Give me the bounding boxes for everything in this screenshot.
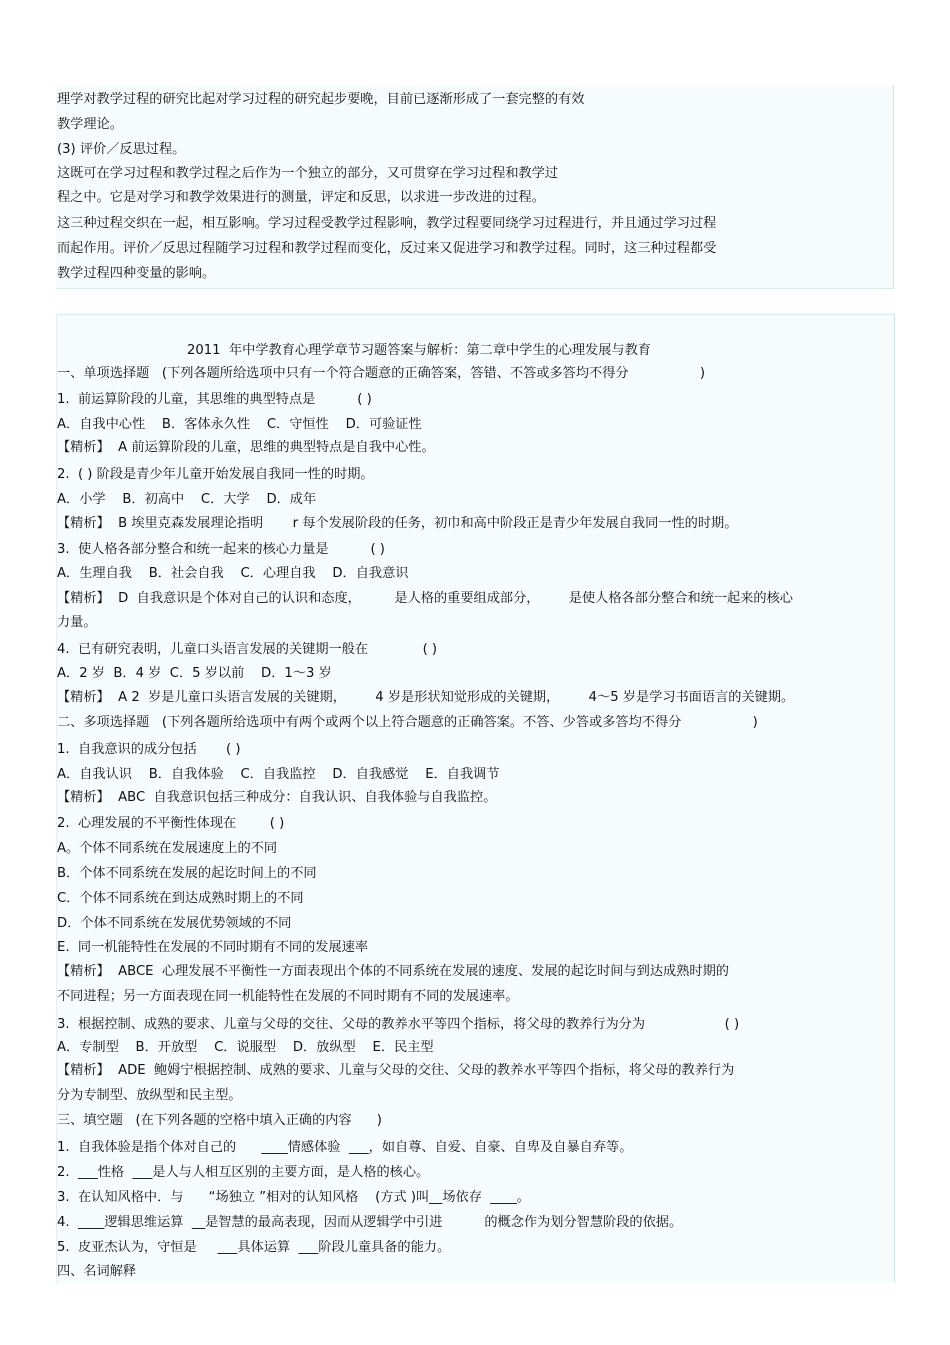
analysis-line: 【精析】 ABC 自我意识包括三种成分：自我认识、自我体验与自我监控。 <box>57 790 497 805</box>
options-line: A．自我中心性 B．客体永久性 C．守恒性 D．可验证性 <box>57 417 422 432</box>
fill-blank-line: 1. 自我体验是指个体对自己的 ____情感体验 ___，如自尊、自爱、自豪、自卑及自暴自弃等。 <box>57 1140 633 1155</box>
question-line: 1. 自我意识的成分包括 ( ) <box>57 742 241 757</box>
fill-blank-line: 5. 皮亚杰认为，守恒是 ___具体运算 ___阶段儿童具备的能力。 <box>57 1240 451 1255</box>
paragraph-line: 理学对教学过程的研究比起对学习过程的研究起步要晚，目前已逐渐形成了一套完整的有效 <box>57 92 585 107</box>
paragraph-line: 这既可在学习过程和教学过程之后作为一个独立的部分，又可贯穿在学习过程和教学过 <box>57 166 559 181</box>
analysis-line: 【精析】 D 自我意识是个体对自己的认识和态度， 是人格的重要组成部分， 是使人格各部分整合和统一起来的核心 <box>57 591 793 606</box>
section-heading: 四、名词解释 <box>57 1264 137 1279</box>
options-line: A．2 岁 B．4 岁 C．5 岁以前 D．1～3 岁 <box>57 666 332 681</box>
question-line: 3. 使人格各部分整合和统一起来的核心力量是 ( ) <box>57 542 385 557</box>
paragraph-line: (3) 评价／反思过程。 <box>57 142 186 157</box>
question-line: 2. 心理发展的不平衡性体现在 ( ) <box>57 816 285 831</box>
option-line: A。个体不同系统在发展速度上的不同 <box>57 841 278 856</box>
analysis-line: 【精析】 A 2 岁是儿童口头语言发展的关键期， 4 岁是形状知觉形成的关键期， 4～5 岁是学习书面语言的关键期。 <box>57 690 795 705</box>
fill-blank-line: 2. ___性格 ___是人与人相互区别的主要方面，是人格的核心。 <box>57 1165 430 1180</box>
options-line: A．生理自我 B．社会自我 C．心理自我 D．自我意识 <box>57 566 409 581</box>
question-line: 3. 根据控制、成熟的要求、儿童与父母的交往、父母的教养水平等四个指标，将父母的教养行为分为 ( ) <box>57 1017 740 1032</box>
text-block-top <box>56 85 894 289</box>
analysis-line: 【精析】 A 前运算阶段的儿童，思维的典型特点是自我中心性。 <box>57 440 435 455</box>
paragraph-line: 教学理论。 <box>57 117 123 132</box>
analysis-line: 力量。 <box>57 615 97 630</box>
section-heading: 三、填空题 (在下列各题的空格中填入正确的内容 ) <box>57 1113 382 1128</box>
question-line: 1. 前运算阶段的儿童，其思维的典型特点是 ( ) <box>57 392 372 407</box>
fill-blank-line: 4. ____逻辑思维运算 __是智慧的最高表现，因而从逻辑学中引进 的概念作为划分智慧阶段的依据。 <box>57 1215 683 1230</box>
paragraph-line: 教学过程四种变量的影响。 <box>57 266 216 281</box>
options-line: A．自我认识 B．自我体验 C．自我监控 D．自我感觉 E．自我调节 <box>57 767 500 782</box>
analysis-line: 不同进程；另一方面表现在同一机能特性在发展的不同时期有不同的发展速率。 <box>57 989 519 1004</box>
option-line: B．个体不同系统在发展的起讫时间上的不同 <box>57 866 317 881</box>
option-line: C．个体不同系统在到达成熟时期上的不同 <box>57 891 304 906</box>
paragraph-line: 这三种过程交织在一起，相互影响。学习过程受教学过程影响，教学过程要同绕学习过程进行，并且通过学习过程 <box>57 216 717 231</box>
paragraph-line: 而起作用。评价／反思过程随学习过程和教学过程而变化，反过来又促进学习和教学过程。同时，这三种过程都受 <box>57 241 717 256</box>
question-line: 4. 已有研究表明，儿童口头语言发展的关键期一般在 ( ) <box>57 642 438 657</box>
section-heading: 一、单项选择题 (下列各题所给选项中只有一个符合题意的正确答案，答错、不答或多答均不得分 ) <box>57 366 705 381</box>
analysis-line: 【精析】 B 埃里克森发展理论指明 r 每个发展阶段的任务，初巾和高中阶段正是青少年发展自我同一性的时期。 <box>57 516 738 531</box>
paragraph-line: 程之中。它是对学习和教学效果进行的测量，评定和反思，以求进一步改进的过程。 <box>57 190 545 205</box>
analysis-line: 【精析】 ABCE 心理发展不平衡性一方面表现出个体的不同系统在发展的速度、发展的起讫时间与到达成熟时期的 <box>57 964 729 979</box>
options-line: A．专制型 B．开放型 C．说服型 D．放纵型 E．民主型 <box>57 1040 434 1055</box>
option-line: E. 同一机能特性在发展的不同时期有不同的发展速率 <box>57 940 369 955</box>
option-line: D．个体不同系统在发展优势领域的不同 <box>57 916 292 931</box>
options-line: A．小学 B．初高中 C．大学 D．成年 <box>57 492 317 507</box>
section-heading: 二、多项选择题 (下列各题所给选项中有两个或两个以上符合题意的正确答案。不答、少答或多答均不得分 ) <box>57 715 758 730</box>
question-line: 2. ( ) 阶段是青少年儿童开始发展自我同一性的时期。 <box>57 467 374 482</box>
analysis-line: 分为专制型、放纵型和民主型。 <box>57 1088 242 1103</box>
analysis-line: 【精析】 ADE 鲍姆宁根据控制、成熟的要求、儿童与父母的交往、父母的教养水平等四个指标，将父母的教养行为 <box>57 1063 735 1078</box>
document-title: 2011 年中学教育心理学章节习题答案与解析：第二章中学生的心理发展与教育 <box>187 343 651 358</box>
fill-blank-line: 3. 在认知风格中．与 “场独立 ”相对的认知风格 (方式 )叫__场依存 ____。 <box>57 1190 530 1205</box>
